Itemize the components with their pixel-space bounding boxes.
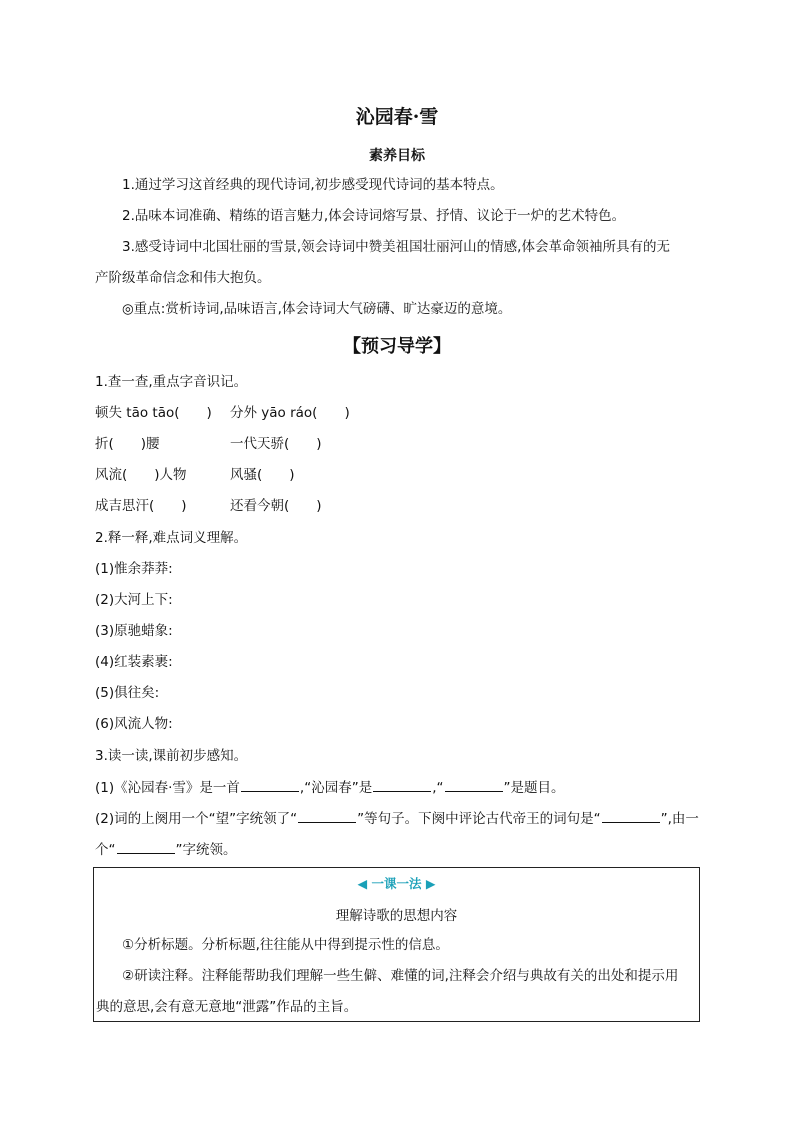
q3-line-1	[95, 777, 565, 798]
method-box-header: ◀ 一课一法 ▶	[357, 876, 436, 891]
q2-item-4: (4)红装素裹:	[95, 654, 173, 670]
q1-row-1-b: 分外 yāo ráo( )	[230, 405, 350, 421]
q3-l2-part-a: (2)词的上阕用一个“望”字统领了“	[95, 811, 298, 827]
objective-2: 2.品味本词准确、精练的语言魅力,体会诗词熔写景、抒情、议论于一炉的艺术特色。	[122, 208, 626, 224]
q1-row-1-a: 顿失 tāo tāo( )	[95, 405, 212, 421]
q2-item-2: (2)大河上下:	[95, 592, 173, 608]
page-title: 沁园春·雪	[355, 106, 439, 128]
q1-row-4-b: 还看今朝( )	[230, 498, 322, 514]
q1-row-4-a: 成吉思汗( )	[95, 498, 187, 514]
method-point-1: ①分析标题。分析标题,往往能从中得到提示性的信息。	[122, 937, 449, 953]
q3-l2-part-c: ”,由一	[660, 811, 699, 827]
section-heading: 【预习导学】	[343, 336, 451, 357]
q1-heading: 1.查一查,重点字音识记。	[95, 374, 248, 390]
q2-heading: 2.释一释,难点词义理解。	[95, 530, 248, 546]
q3-l3-part-a: 个“	[95, 842, 116, 858]
answer-blank[interactable]	[373, 777, 431, 792]
answer-blank[interactable]	[298, 808, 356, 823]
q1-row-2-b: 一代天骄( )	[230, 436, 322, 452]
q1-row-2-a: 折( )腰	[95, 436, 160, 452]
method-box	[93, 867, 700, 1022]
answer-blank[interactable]	[445, 777, 503, 792]
q3-line-2	[95, 808, 699, 829]
objective-1: 1.通过学习这首经典的现代诗词,初步感受现代诗词的基本特点。	[122, 177, 504, 193]
method-point-2-cont: 典的意思,会有意无意地“泄露”作品的主旨。	[96, 999, 358, 1015]
q2-item-5: (5)俱往矣:	[95, 685, 160, 701]
q3-l1-part-c: ,“	[432, 780, 444, 796]
q3-heading: 3.读一读,课前初步感知。	[95, 748, 248, 764]
method-box-title: 理解诗歌的思想内容	[335, 908, 458, 924]
q3-l1-part-b: ,“沁园春”是	[299, 780, 373, 796]
answer-blank[interactable]	[241, 777, 299, 792]
answer-blank[interactable]	[602, 808, 660, 823]
q3-line-3	[95, 839, 237, 860]
q3-l1-part-a: (1)《沁园春·雪》是一首	[95, 780, 240, 796]
key-point: ◎重点:赏析诗词,品味语言,体会诗词大气磅礴、旷达豪迈的意境。	[122, 301, 512, 317]
method-point-2: ②研读注释。注释能帮助我们理解一些生僻、难懂的词,注释会介绍与典故有关的出处和提示用	[122, 968, 679, 984]
q2-item-1: (1)惟余莽莽:	[95, 561, 173, 577]
q1-row-3-b: 风骚( )	[230, 467, 295, 483]
q3-l3-part-b: ”字统领。	[175, 842, 237, 858]
q2-item-3: (3)原驰蜡象:	[95, 623, 173, 639]
objective-3: 3.感受诗词中北国壮丽的雪景,领会诗词中赞美祖国壮丽河山的情感,体会革命领袖所具有的无	[122, 239, 670, 255]
q3-l2-part-b: ”等句子。下阕中评论古代帝王的词句是“	[357, 811, 601, 827]
objectives-heading: 素养目标	[369, 148, 425, 164]
q2-item-6: (6)风流人物:	[95, 716, 173, 732]
answer-blank[interactable]	[117, 839, 175, 854]
q3-l1-part-d: ”是题目。	[503, 780, 565, 796]
q1-row-3-a: 风流( )人物	[95, 467, 187, 483]
objective-3-cont: 产阶级革命信念和伟大抱负。	[95, 270, 271, 286]
